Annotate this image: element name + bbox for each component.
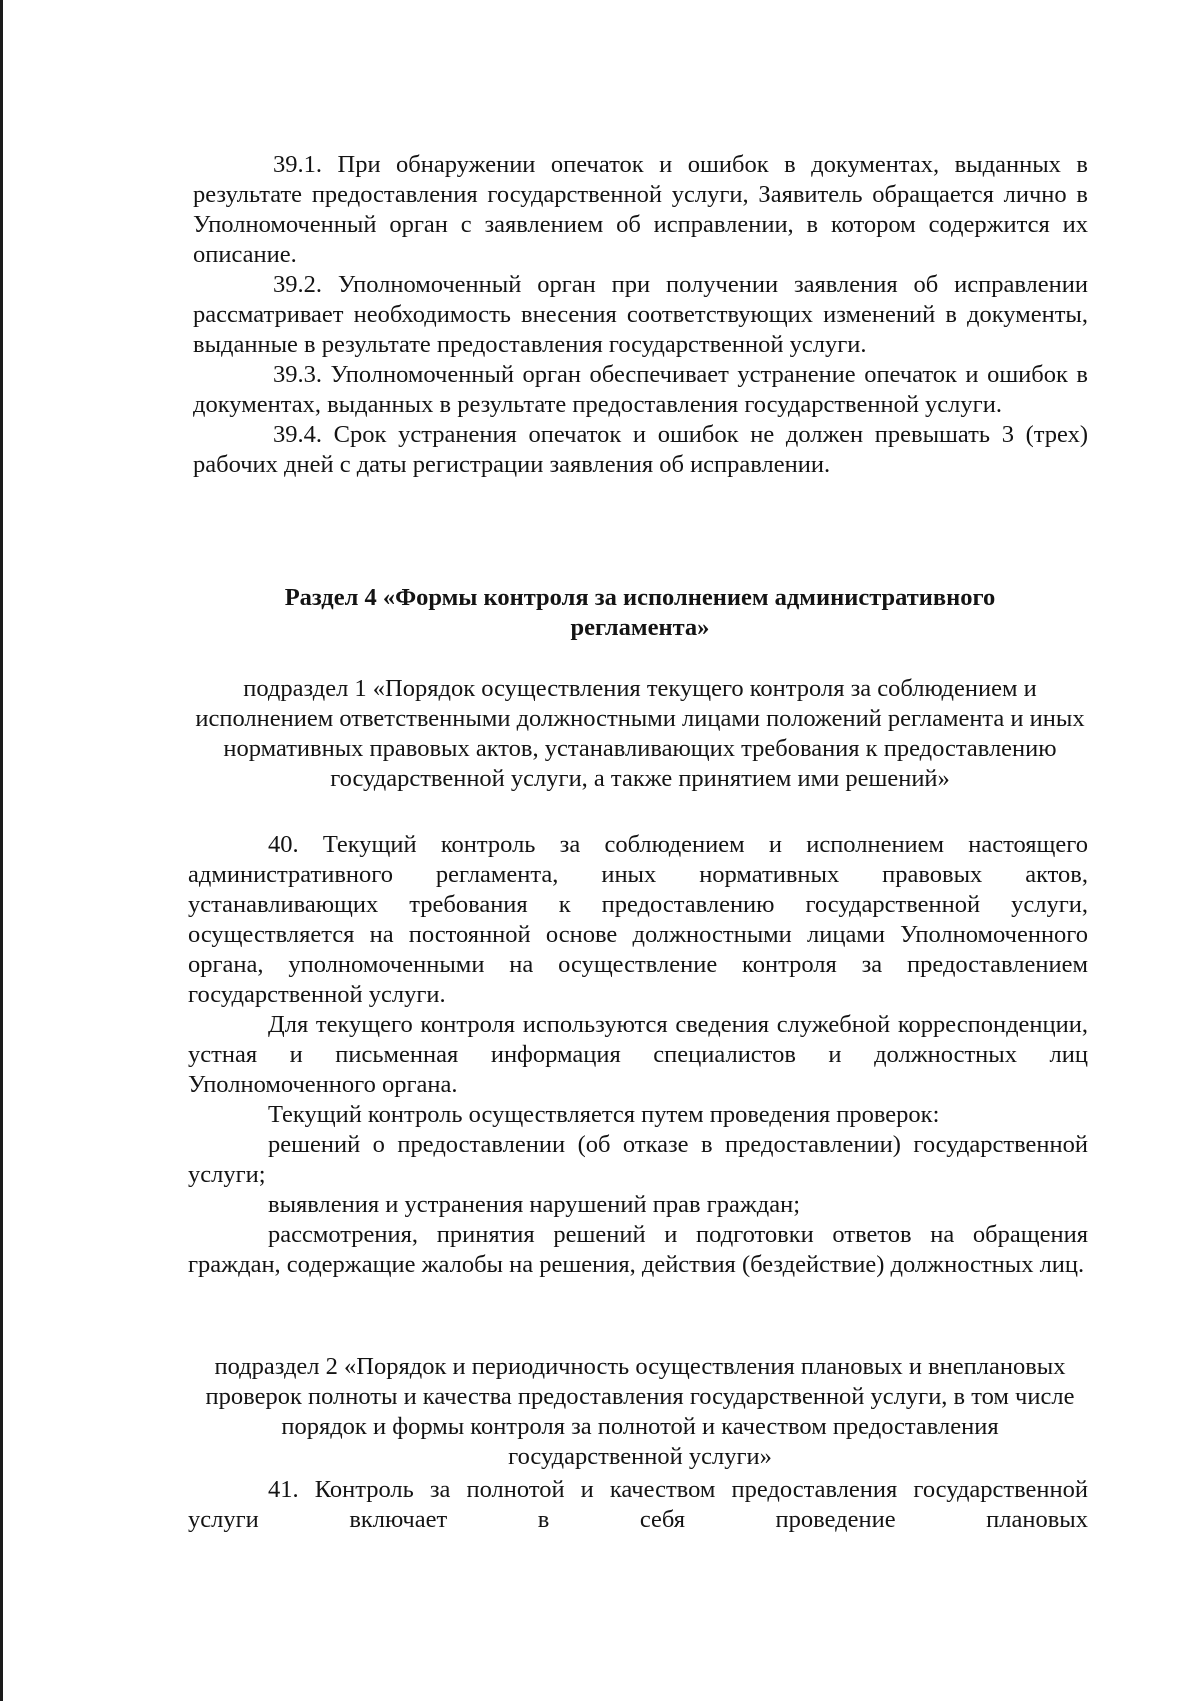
subsection-1-heading-block <box>190 674 1090 794</box>
paragraph-40-sources: Для текущего контроля используются сведения служебной корреспонденции, устная и письменная информация специалистов и должностных лиц Уполномоченного органа. <box>188 1011 1088 1098</box>
paragraph-41-block <box>188 1475 1088 1535</box>
section-4-heading-block <box>230 583 1050 643</box>
paragraph-41: 41. Контроль за полнотой и качеством предоставления государственной услуги включает в себя проведение плановых <box>188 1476 1088 1533</box>
paragraph-40-check-violations: выявления и устранения нарушений прав граждан; <box>268 1191 801 1218</box>
paragraph-39-3: 39.3. Уполномоченный орган обеспечивает устранение опечаток и ошибок в документах, выданных в результате предоставления государственной услуги. <box>193 361 1088 418</box>
paragraph-39-2: 39.2. Уполномоченный орган при получении заявления об исправлении рассматривает необходимость внесения соответствующих изменений в документы, выданные в результате предоставления государственной услуги. <box>193 271 1088 358</box>
paragraph-40-check-appeals: рассмотрения, принятия решений и подготовки ответов на обращения граждан, содержащие жалобы на решения, действия (бездействие) должностных лиц. <box>188 1221 1088 1278</box>
paragraph-40: 40. Текущий контроль за соблюдением и исполнением настоящего административного регламента, иных нормативных правовых актов, устанавливающих требования к предоставлению государственной услуги, осуществляется на постоянной основе должностными лицами Уполномоченного органа, уполномоченными на осуществление контроля за предоставлением государственной услуги. <box>188 831 1088 1008</box>
paragraphs-40 <box>188 830 1088 1280</box>
paragraph-39-1: 39.1. При обнаружении опечаток и ошибок в документах, выданных в результате предоставления государственной услуги, Заявитель обращается лично в Уполномоченный орган с заявлением об исправлении, в котором содержится их описание. <box>193 151 1088 268</box>
subsection-2-heading-block <box>200 1352 1080 1472</box>
paragraphs-39 <box>193 150 1088 480</box>
paragraph-39-4: 39.4. Срок устранения опечаток и ошибок не должен превышать 3 (трех) рабочих дней с даты регистрации заявления об исправлении. <box>193 421 1088 478</box>
section-4-title: Раздел 4 «Формы контроля за исполнением административного регламента» <box>284 584 996 641</box>
subsection-2-title: подраздел 2 «Порядок и периодичность осуществления плановых и внеплановых проверок полноты и качества предоставления государственной услуги, в том числе порядок и формы контроля за полнотой и качеством предоставления государственной услуги» <box>205 1353 1075 1470</box>
paragraph-40-checks-intro: Текущий контроль осуществляется путем проведения проверок: <box>268 1101 940 1128</box>
subsection-1-title: подраздел 1 «Порядок осуществления текущего контроля за соблюдением и исполнением ответственными должностными лицами положений регламента и иных нормативных правовых актов, устанавливающих требования к предоставлению государственной услуги, а также принятием ими решений» <box>195 675 1085 792</box>
paragraph-40-check-decisions: решений о предоставлении (об отказе в предоставлении) государственной услуги; <box>188 1131 1088 1188</box>
